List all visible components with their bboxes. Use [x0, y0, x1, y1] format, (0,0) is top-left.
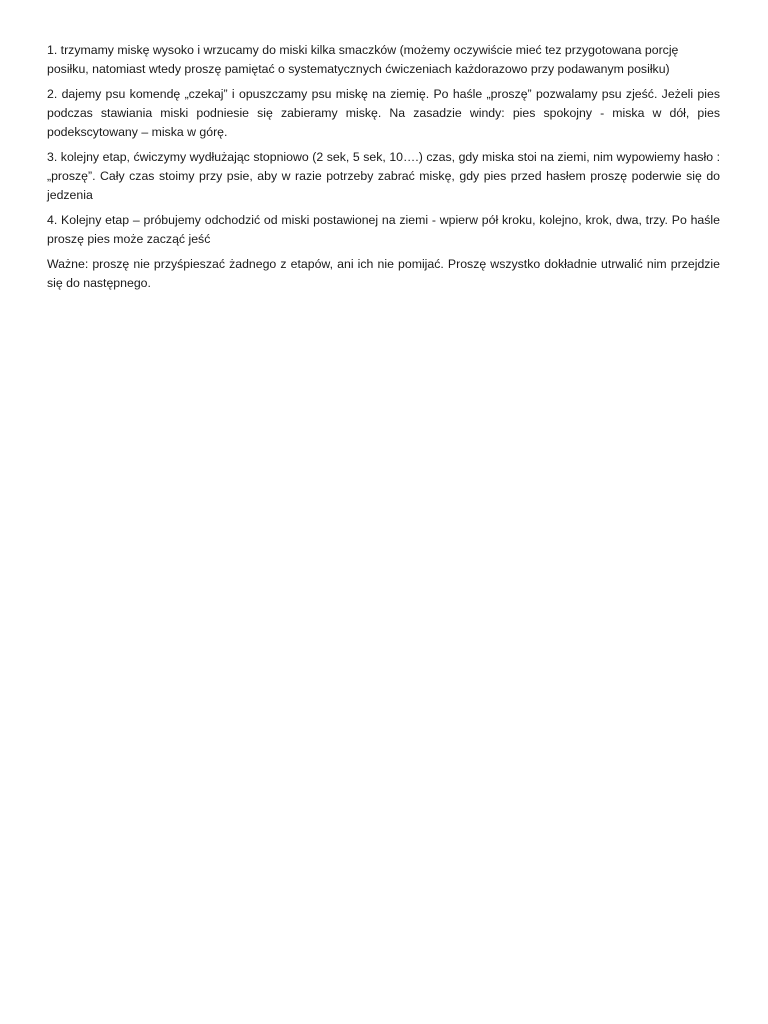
paragraph-step-3: 3. kolejny etap, ćwiczymy wydłużając stopniowo (2 sek, 5 sek, 10….) czas, gdy miska stoi na ziemi, nim wypowiemy hasło : „proszę”. Cały czas stoimy przy psie, aby w razie potrzeby zabrać miskę, gdy pies przed hasłem proszę poderwie się do jedzenia — [47, 150, 720, 202]
paragraph-step-4: 4. Kolejny etap – próbujemy odchodzić od miski postawionej na ziemi - wpierw pół kroku, kolejno, krok, dwa, trzy. Po haśle proszę pies może zacząć jeść — [47, 213, 720, 246]
paragraph-step-1: 1. trzymamy miskę wysoko i wrzucamy do miski kilka smaczków (możemy oczywiście mieć tez przygotowana porcję posiłku, natomiast wtedy proszę pamiętać o systematycznych ćwiczeniach każdorazowo przy podawanym posiłku) — [47, 43, 679, 76]
paragraph-step-2: 2. dajemy psu komendę „czekaj” i opuszczamy psu miskę na ziemię. Po haśle „proszę” pozwalamy psu zjeść. Jeżeli pies podczas stawiania miski podniesie się zabieramy miskę. Na zasadzie windy: pies spokojny - miska w dół, pies podekscytowany – miska w górę. — [47, 87, 720, 139]
document-body — [47, 41, 720, 299]
paragraph-important-note: Ważne: proszę nie przyśpieszać żadnego z etapów, ani ich nie pomijać. Proszę wszystko dokładnie utrwalić nim przejdzie się do następnego. — [47, 257, 720, 290]
